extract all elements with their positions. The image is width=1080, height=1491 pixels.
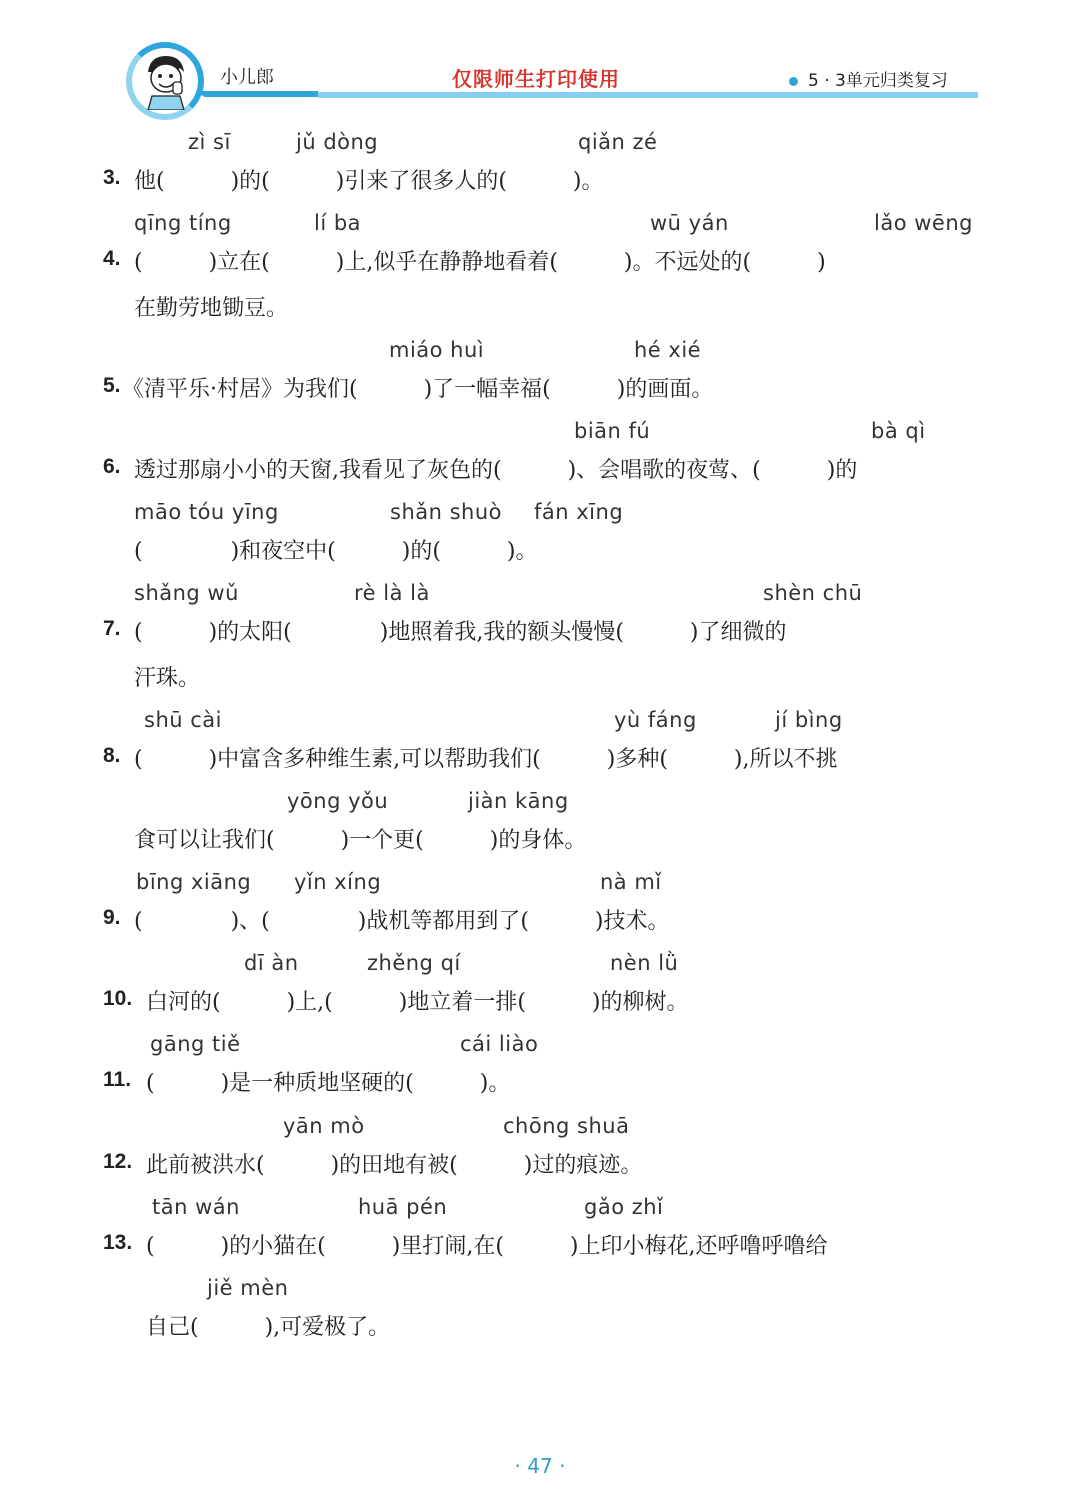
pinyin-hint: gāng tiě	[150, 1032, 241, 1056]
header-rule-dark	[200, 91, 318, 97]
pinyin-hint: qīng tíng	[134, 211, 232, 235]
question-sentence: 他( )的( )引来了很多人的( )。	[134, 169, 604, 194]
pinyin-hint: yù fáng	[614, 708, 697, 732]
question-sentence: 此前被洪水( )的田地有被( )过的痕迹。	[146, 1153, 643, 1178]
question-number: 4.	[103, 247, 121, 270]
question-sentence: 在勤劳地锄豆。	[134, 296, 289, 321]
question-number: 6.	[103, 455, 121, 478]
pinyin-hint: nà mǐ	[600, 870, 662, 894]
pinyin-hint: shǎng wǔ	[134, 581, 239, 605]
question-sentence: ( )和夜空中( )的( )。	[134, 539, 538, 564]
pinyin-hint: bà qì	[871, 419, 926, 443]
question-sentence: 食可以让我们( )一个更( )的身体。	[134, 828, 587, 853]
print-notice: 仅限师生打印使用	[452, 67, 620, 91]
pinyin-hint: chōng shuā	[503, 1114, 630, 1138]
page-header	[0, 0, 1080, 125]
question-sentence: ( )、( )战机等都用到了( )技术。	[134, 909, 670, 934]
pinyin-hint: wū yán	[650, 211, 729, 235]
question-number: 13.	[103, 1231, 133, 1254]
pinyin-hint: hé xié	[634, 338, 702, 362]
question-sentence: 汗珠。	[134, 666, 201, 691]
mascot-boy-icon	[140, 52, 190, 110]
pinyin-hint: shǎn shuò	[390, 500, 503, 524]
pinyin-hint: jiàn kāng	[468, 789, 569, 813]
question-sentence: ( )中富含多种维生素,可以帮助我们( )多种( ),所以不挑	[134, 747, 838, 772]
pinyin-hint: fán xīng	[534, 500, 624, 524]
pinyin-hint: lǎo wēng	[874, 211, 973, 235]
pinyin-hint: jǔ dòng	[296, 130, 379, 154]
pinyin-hint: yōng yǒu	[287, 789, 389, 813]
pinyin-hint: miáo huì	[389, 338, 485, 362]
pinyin-hint: gǎo zhǐ	[584, 1195, 664, 1219]
question-number: 8.	[103, 744, 121, 767]
pinyin-hint: jí bìng	[775, 708, 843, 732]
question-number: 10.	[103, 987, 133, 1010]
pinyin-hint: shèn chū	[763, 581, 863, 605]
pinyin-hint: yān mò	[283, 1114, 365, 1138]
question-sentence: ( )立在( )上,似乎在静静地看着( )。不远处的( )	[134, 250, 826, 275]
pinyin-hint: qiǎn zé	[578, 130, 658, 154]
pinyin-hint: dī àn	[244, 951, 299, 975]
header-rule-light	[318, 92, 978, 98]
pinyin-hint: zhěng qí	[367, 951, 461, 975]
pinyin-hint: huā pén	[358, 1195, 448, 1219]
pinyin-hint: yǐn xíng	[294, 870, 382, 894]
question-sentence: ( )的小猫在( )里打闹,在( )上印小梅花,还呼噜呼噜给	[146, 1234, 828, 1259]
page-number: · 47 ·	[514, 1454, 566, 1478]
pinyin-hint: biān fú	[574, 419, 651, 443]
question-sentence: 自己( ),可爱极了。	[146, 1315, 391, 1340]
question-number: 5.	[103, 374, 121, 397]
question-number: 12.	[103, 1150, 133, 1173]
question-number: 11.	[103, 1068, 132, 1091]
question-number: 9.	[103, 906, 121, 929]
question-number: 3.	[103, 166, 121, 189]
brand-name: 小儿郎	[220, 67, 274, 88]
pinyin-hint: nèn lǜ	[610, 951, 679, 975]
pinyin-hint: māo tóu yīng	[134, 500, 279, 524]
pinyin-hint: tān wán	[152, 1195, 240, 1219]
pinyin-hint: bīng xiāng	[136, 870, 252, 894]
section-title: 5 · 3单元归类复习	[789, 66, 948, 91]
pinyin-hint: jiě mèn	[207, 1276, 289, 1300]
pinyin-hint: shū cài	[144, 708, 222, 732]
bullet-dot-icon	[789, 77, 798, 86]
pinyin-hint: zì sī	[188, 130, 231, 154]
pinyin-hint: rè là là	[354, 581, 430, 605]
question-sentence: ( )是一种质地坚硬的( )。	[146, 1071, 511, 1096]
question-sentence: 透过那扇小小的天窗,我看见了灰色的( )、会唱歌的夜莺、( )的	[134, 458, 858, 483]
pinyin-hint: lí ba	[314, 211, 362, 235]
question-sentence: 白河的( )上,( )地立着一排( )的柳树。	[146, 990, 689, 1015]
question-sentence: 《清平乐·村居》为我们( )了一幅幸福( )的画面。	[122, 377, 714, 402]
question-sentence: ( )的太阳( )地照着我,我的额头慢慢( )了细微的	[134, 620, 787, 645]
question-number: 7.	[103, 617, 121, 640]
pinyin-hint: cái liào	[460, 1032, 539, 1056]
